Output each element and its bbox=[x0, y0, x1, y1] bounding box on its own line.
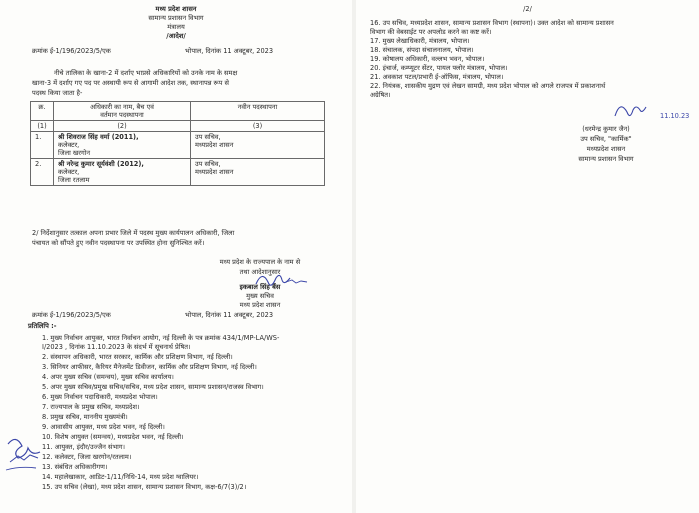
list-item: 10. विशेष आयुक्त (समन्वय), मध्यप्रदेश भवन, नई दिल्ली। bbox=[42, 433, 184, 441]
list-item: 18. संचालक, संपदा संचालनालय, भोपाल। bbox=[370, 46, 474, 54]
office-heading: मंत्रालय bbox=[167, 23, 185, 31]
intro-line: खाना-3 में दर्शाए गए पद पर अस्थायी रूप से आगामी आदेश तक, स्थानापन्न रूप से bbox=[32, 79, 229, 87]
signature-date: 11.10.23 bbox=[660, 112, 690, 120]
list-item: 22. नियंत्रक, शासकीय मुद्रण एवं लेखन सामग्री, मध्य प्रदेश भोपाल को अगले राजपत्र में प्रकाशनार्थ bbox=[370, 82, 606, 90]
list-item: 20. इंचार्ज, कम्प्यूटर सेंटर, पायल फ्लोर मंत्रालय, भोपाल। bbox=[370, 64, 508, 72]
list-item: विभाग की वेबसाईट पर अपलोड करने का कष्ट करें। bbox=[370, 28, 492, 36]
govt-heading: मध्य प्रदेश शासन bbox=[155, 5, 197, 13]
closing-line: तथा आदेशानुसार bbox=[239, 268, 281, 276]
list-item: 19. कोषालय अधिकारी, वल्लभ भवन, भोपाल। bbox=[370, 55, 485, 63]
list-item: 12. कलेक्टर, जिला खरगोन/रतलाम। bbox=[42, 453, 132, 461]
copy-order-date: भोपाल, दिनांक 11 अक्टूबर, 2023 bbox=[185, 311, 274, 319]
list-item: 7. राज्यपाल के प्रमुख सचिव, मध्यप्रदेश। bbox=[42, 403, 140, 411]
table-row bbox=[31, 159, 325, 186]
new-post: उप सचिव, bbox=[195, 160, 221, 168]
doc-type: /आदेश/ bbox=[166, 32, 186, 40]
closing-line: मध्य प्रदेश के राज्यपाल के नाम से bbox=[219, 258, 301, 266]
page-two bbox=[356, 0, 699, 513]
posting-table bbox=[30, 101, 325, 186]
new-post: उप सचिव, bbox=[195, 133, 221, 141]
col-number: (2) bbox=[54, 121, 191, 132]
list-item: 5. अपर मुख्य सचिव/प्रमुख सचिव/सचिव, मध्य प्रदेश शासन, सामान्य प्रशासन/राजस्व विभाग। bbox=[42, 383, 264, 391]
signatory-govt: मध्यप्रदेश शासन bbox=[586, 145, 626, 153]
row-sno: 2. bbox=[31, 159, 54, 186]
col-header-officer-line: अधिकारी का नाम, बैच एवं bbox=[90, 103, 154, 111]
col-number: (3) bbox=[191, 121, 325, 132]
chief-secretary-name: इकबाल सिंह बैंस bbox=[239, 283, 281, 291]
row-officer bbox=[54, 159, 191, 186]
list-item: I/2023 , दिनांक 11.10.2023 के संदर्भ में सूचनार्थ प्रेषित। bbox=[42, 343, 191, 351]
officer-post: कलेक्टर, bbox=[58, 168, 80, 176]
copy-label: प्रतिलिपि :- bbox=[28, 322, 57, 330]
order-number: क्रमांक ई-1/196/2023/5/एक bbox=[32, 47, 111, 55]
col-header-sno: क्र. bbox=[31, 102, 54, 121]
handwritten-signature-left bbox=[2, 432, 48, 474]
officer-post: कलेक्टर, bbox=[58, 141, 80, 149]
col-header-officer bbox=[54, 102, 191, 121]
table-row bbox=[31, 132, 325, 159]
chief-secretary-title: मुख्य सचिव bbox=[246, 292, 274, 300]
list-item: अग्रेषित। bbox=[370, 91, 391, 99]
list-item: 17. मुख्य लेखाधिकारी, मंत्रालय, भोपाल। bbox=[370, 37, 470, 45]
list-item: 4. अपर मुख्य सचिव (समन्वय), मुख्य सचिव कार्यालय। bbox=[42, 373, 174, 381]
handwritten-signature-center bbox=[252, 268, 312, 294]
list-item: 11. आयुक्त, इंदौर/उज्जैन संभाग। bbox=[42, 443, 126, 451]
para-line: पंचायत को सौंपते हुए नवीन पदस्थापना पर उपस्थित होना सुनिश्चित करें। bbox=[32, 239, 205, 247]
list-item: 3. सिनियर आफीसर, कैरियर मैनेजमेंट डिवीजन, कार्मिक और प्रशिक्षण विभाग, नई दिल्ली। bbox=[42, 363, 257, 371]
list-item: 2. संस्थापन अधिकारी, भारत सरकार, कार्मिक और प्रशिक्षण विभाग, नई दिल्ली। bbox=[42, 353, 233, 361]
officer-place: जिला रतलाम bbox=[58, 176, 90, 184]
list-item: 1. मुख्य निर्वाचन आयुक्त, भारत निर्वाचन आयोग, नई दिल्ली के पत्र क्रमांक 434/1/MP-LA/WS- bbox=[42, 334, 280, 342]
signatory-title: उप सचिव, "कार्मिक" bbox=[580, 135, 632, 143]
list-item: 15. उप सचिव (लेखा), मध्य प्रदेश शासन, सामान्य प्रशासन विभाग, कक्ष-6/7(3)/2। bbox=[42, 483, 247, 491]
dept-heading: सामान्य प्रशासन विभाग bbox=[148, 14, 204, 22]
signatory-dept: सामान्य प्रशासन विभाग bbox=[578, 155, 634, 163]
col-number: (1) bbox=[31, 121, 54, 132]
list-item: 6. मुख्य निर्वाचन पदाधिकारी, मध्यप्रदेश भोपाल। bbox=[42, 393, 158, 401]
para-line: 2/ निर्देशानुसार तत्काल अपना प्रभार जिले में पदस्थ मुख्य कार्यपालन अधिकारी, जिला bbox=[32, 229, 235, 237]
list-item: 16. उप सचिव, मध्यप्रदेश शासन, सामान्य प्रशासन विभाग (स्थापना)। उक्त आदेश को सामान्य प्रशासन bbox=[370, 19, 614, 27]
officer-place: जिला खरगोन bbox=[58, 149, 91, 157]
order-date: भोपाल, दिनांक 11 अक्टूबर, 2023 bbox=[185, 47, 274, 55]
list-item: 9. आवासीय आयुक्त, मध्य प्रदेश भवन, नई दिल्ली। bbox=[42, 423, 165, 431]
row-officer bbox=[54, 132, 191, 159]
copy-order-number: क्रमांक ई-1/196/2023/5/एक bbox=[32, 311, 111, 319]
col-header-new-posting: नवीन पदस्थापना bbox=[191, 102, 325, 121]
table-header-row bbox=[31, 102, 325, 121]
list-item: 21. अवकाश पटल/प्रभारी ई-ऑफिस, मंत्रालय, भोपाल। bbox=[370, 73, 504, 81]
new-post-govt: मध्यप्रदेश शासन bbox=[195, 141, 234, 149]
officer-name: श्री शिवराज सिंह वर्मा (2011), bbox=[58, 133, 139, 141]
row-sno: 1. bbox=[31, 132, 54, 159]
row-new-posting bbox=[191, 132, 325, 159]
officer-name: श्री नरेन्द्र कुमार सूर्यवंशी (2012), bbox=[58, 160, 144, 168]
list-item: 13. संबंधित अधिकारीगण। bbox=[42, 463, 108, 471]
chief-secretary-govt: मध्य प्रदेश शासन bbox=[239, 301, 281, 309]
list-item: 8. प्रमुख सचिव, माननीय मुख्यमंत्री। bbox=[42, 413, 128, 421]
intro-line: पदस्थ किया जाता है- bbox=[32, 89, 83, 97]
intro-line: नीचे तालिका के खाना-2 में दर्शाए भाप्रसे अधिकारियों को उनके नाम के समक्ष bbox=[54, 69, 238, 77]
signatory-name: (धरमेन्द्र कुमार जैन) bbox=[582, 125, 630, 133]
col-header-officer-line: वर्तमान पदस्थापना bbox=[100, 111, 144, 119]
page-number: /2/ bbox=[523, 5, 532, 13]
new-post-govt: मध्यप्रदेश शासन bbox=[195, 168, 234, 176]
list-item: 14. महालेखाकार, आडिट-1/11/निधि-14, मध्य प्रदेश ग्वालियर। bbox=[42, 473, 199, 481]
table-number-row bbox=[31, 121, 325, 132]
row-new-posting bbox=[191, 159, 325, 186]
